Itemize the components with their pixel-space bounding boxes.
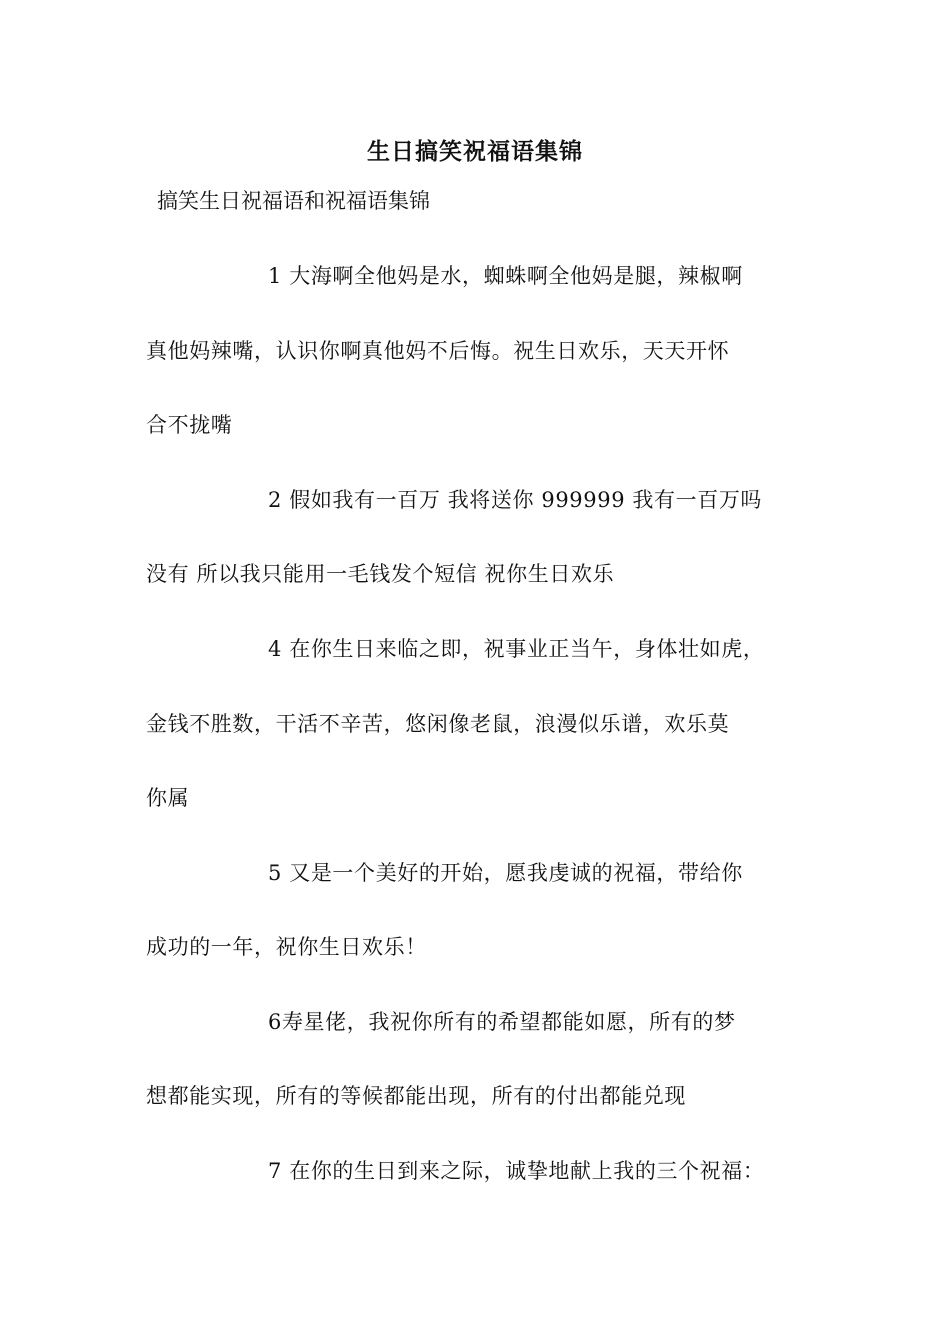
paragraph-line: 金钱不胜数，干活不辛苦，悠闲像老鼠，浪漫似乐谱，欢乐莫 bbox=[146, 712, 730, 736]
paragraph-line: 7 在你的生日到来之际，诚挚地献上我的三个祝福： bbox=[268, 1159, 765, 1183]
paragraph-line: 想都能实现，所有的等候都能出现，所有的付出都能兑现 bbox=[146, 1084, 686, 1108]
paragraph-line: 4 在你生日来临之即，祝事业正当午，身体壮如虎， bbox=[268, 637, 765, 661]
paragraph-line: 5 又是一个美好的开始，愿我虔诚的祝福，带给你 bbox=[268, 861, 743, 885]
document-title: 生日搞笑祝福语集锦 bbox=[367, 138, 583, 165]
paragraph-line: 没有 所以我只能用一毛钱发个短信 祝你生日欢乐 bbox=[146, 562, 615, 586]
paragraph-line: 真他妈辣嘴，认识你啊真他妈不后悔。祝生日欢乐，天天开怀 bbox=[146, 339, 730, 363]
paragraph-line: 你属 bbox=[146, 786, 190, 810]
paragraph-line: 合不拢嘴 bbox=[146, 413, 233, 437]
document-subtitle: 搞笑生日祝福语和祝福语集锦 bbox=[157, 189, 430, 213]
paragraph-line: 1 大海啊全他妈是水，蜘蛛啊全他妈是腿，辣椒啊 bbox=[268, 264, 743, 288]
paragraph-line: 2 假如我有一百万 我将送你 999999 我有一百万吗 bbox=[268, 488, 763, 512]
paragraph-line: 6寿星佬，我祝你所有的希望都能如愿，所有的梦 bbox=[268, 1010, 736, 1034]
paragraph-line: 成功的一年，祝你生日欢乐！ bbox=[146, 935, 427, 959]
